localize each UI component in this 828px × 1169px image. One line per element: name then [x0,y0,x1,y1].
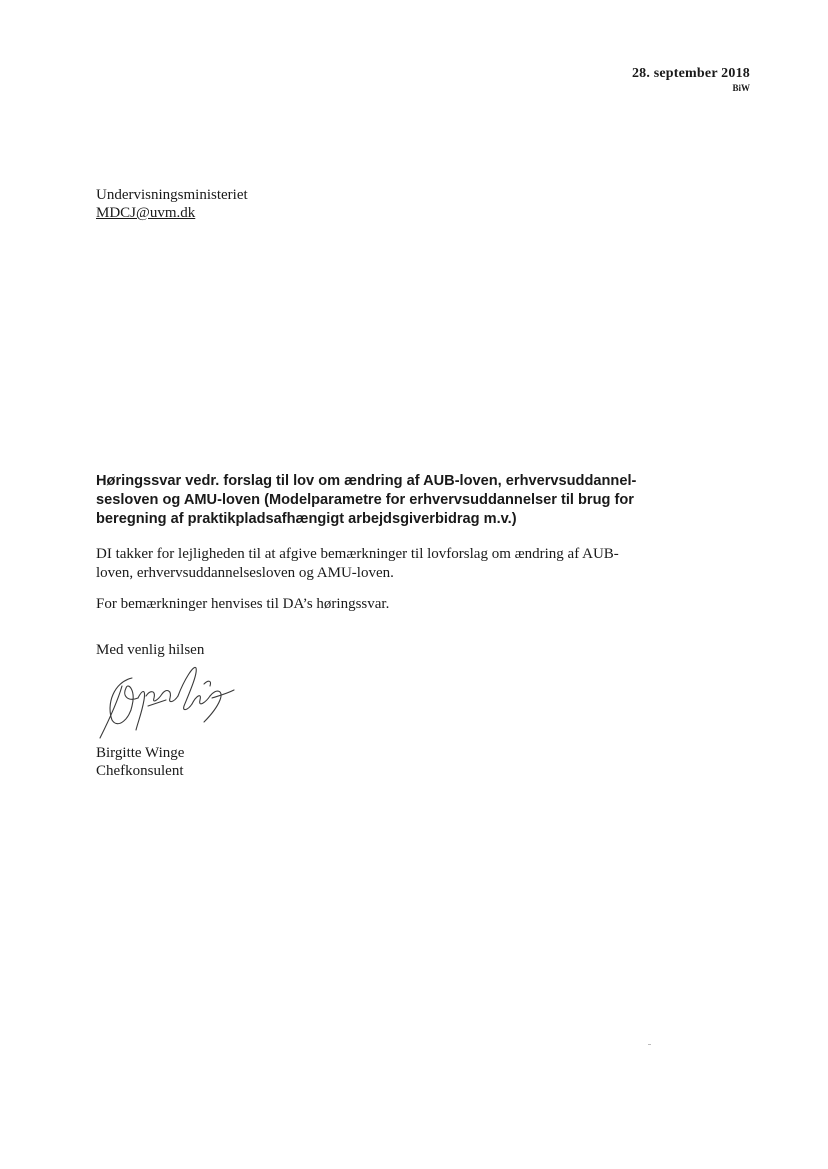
signer-title: Chefkonsulent [96,763,184,779]
signer-block [96,744,184,780]
subject-line: beregning af praktikpladsafhængigt arbejdsgiverbidrag m.v.) [96,511,517,527]
body-paragraph-2 [96,595,696,614]
signer-name: Birgitte Winge [96,745,185,761]
subject-line: sesloven og AMU-loven (Modelparametre for erhvervsuddannelser til brug for [96,492,634,508]
paragraph-line: DI takker for lejligheden til at afgive bemærkninger til lovforslag om ændring af AUB- [96,546,619,562]
paragraph-line: For bemærkninger henvises til DA’s høringssvar. [96,596,390,612]
subject-line: Høringssvar vedr. forslag til lov om ændring af AUB-loven, erhvervsuddannel- [96,473,637,489]
subject-heading [96,472,686,529]
recipient-name: Undervisningsministeriet [96,187,248,203]
date-block [632,66,750,93]
recipient-block [96,186,248,222]
closing-salutation: Med venlig hilsen [96,642,205,658]
author-initials: BiW [732,83,750,93]
body-paragraph-1 [96,545,696,582]
paragraph-line: loven, erhvervsuddannelsesloven og AMU-loven. [96,564,394,581]
recipient-email-link[interactable]: MDCJ@uvm.dk [96,205,196,221]
letter-date: 28. september 2018 [631,66,750,81]
handwritten-signature [92,660,242,745]
scan-speck [648,1044,651,1045]
